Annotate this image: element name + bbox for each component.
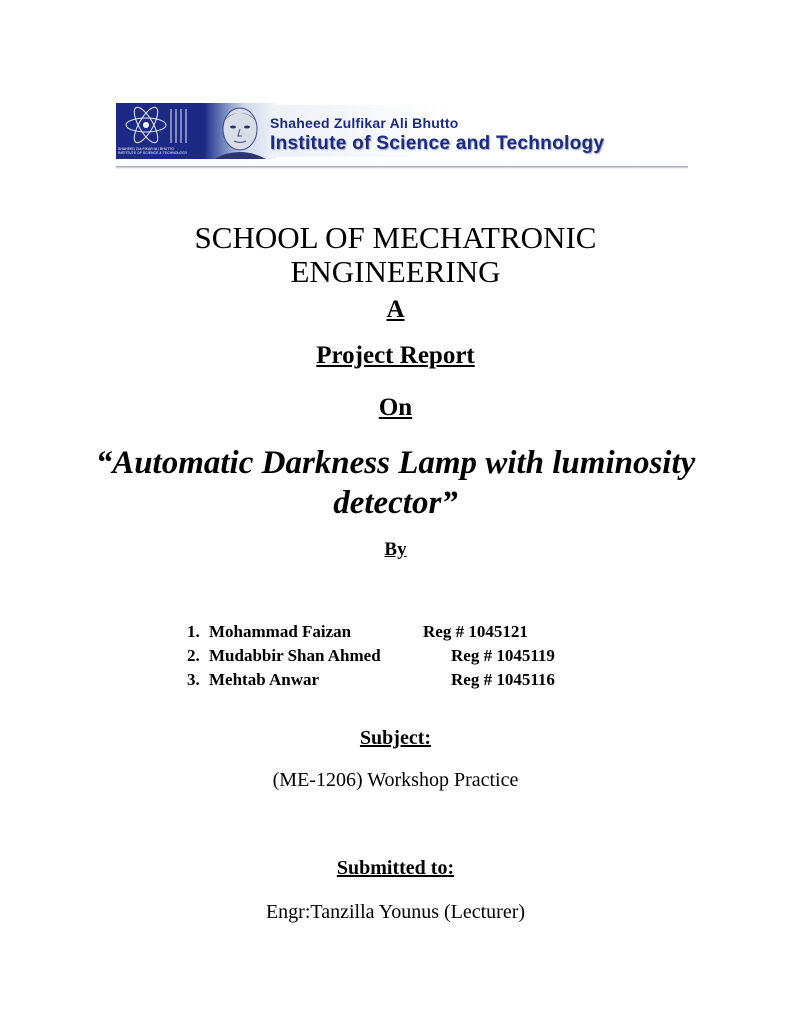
member-reg: Reg # 1045116 — [451, 670, 555, 689]
emblem-caption — [118, 147, 206, 155]
submitted-label — [0, 857, 791, 880]
member-name: Mohammad Faizan — [209, 622, 352, 641]
list-item — [187, 646, 607, 670]
subject-label-text: Subject: — [359, 727, 432, 749]
project-title-line1: “Automatic Darkness Lamp with luminosity — [95, 445, 696, 481]
member-number: 3. — [187, 670, 200, 689]
school-title-line1: SCHOOL OF MECHATRONIC — [194, 220, 597, 255]
list-item — [187, 670, 607, 694]
member-number: 1. — [187, 622, 200, 641]
article-heading — [0, 296, 791, 324]
emblem-caption-line1: SHAHEED ZULFIKAR ALI BHUTTO — [118, 147, 175, 151]
member-reg: Reg # 1045121 — [423, 622, 528, 641]
submitted-label-text: Submitted to: — [336, 857, 455, 879]
institute-name-line1: Shaheed Zulfikar Ali Bhutto — [270, 115, 459, 131]
member-name: Mudabbir Shan Ahmed — [209, 646, 381, 665]
member-reg: Reg # 1045119 — [451, 646, 555, 665]
project-title-line2: detector” — [333, 485, 458, 521]
member-name: Mehtab Anwar — [209, 670, 320, 689]
list-item — [187, 622, 607, 646]
emblem-caption-line2: INSTITUTE OF SCIENCE & TECHNOLOGY — [118, 151, 188, 155]
on-text: On — [378, 394, 413, 421]
founder-portrait-icon — [204, 103, 276, 159]
report-heading — [0, 342, 791, 370]
submitted-value: Engr:Tanzilla Younus (Lecturer) — [265, 901, 526, 923]
institute-banner — [116, 101, 688, 163]
report-text: Project Report — [316, 342, 475, 369]
by-text: By — [384, 539, 407, 560]
atom-emblem-icon — [116, 103, 206, 159]
school-title — [0, 221, 791, 289]
by-heading — [0, 539, 791, 561]
school-title-line2: ENGINEERING — [290, 254, 501, 289]
article-text: A — [386, 296, 405, 323]
project-title — [60, 443, 731, 523]
subject-label — [0, 727, 791, 750]
institute-name-line2: Institute of Science and Technology — [270, 133, 605, 154]
member-list — [187, 622, 607, 694]
banner-shadow — [116, 166, 688, 169]
subject-value: (ME-1206) Workshop Practice — [272, 769, 519, 791]
on-heading — [0, 394, 791, 422]
member-number: 2. — [187, 646, 200, 665]
